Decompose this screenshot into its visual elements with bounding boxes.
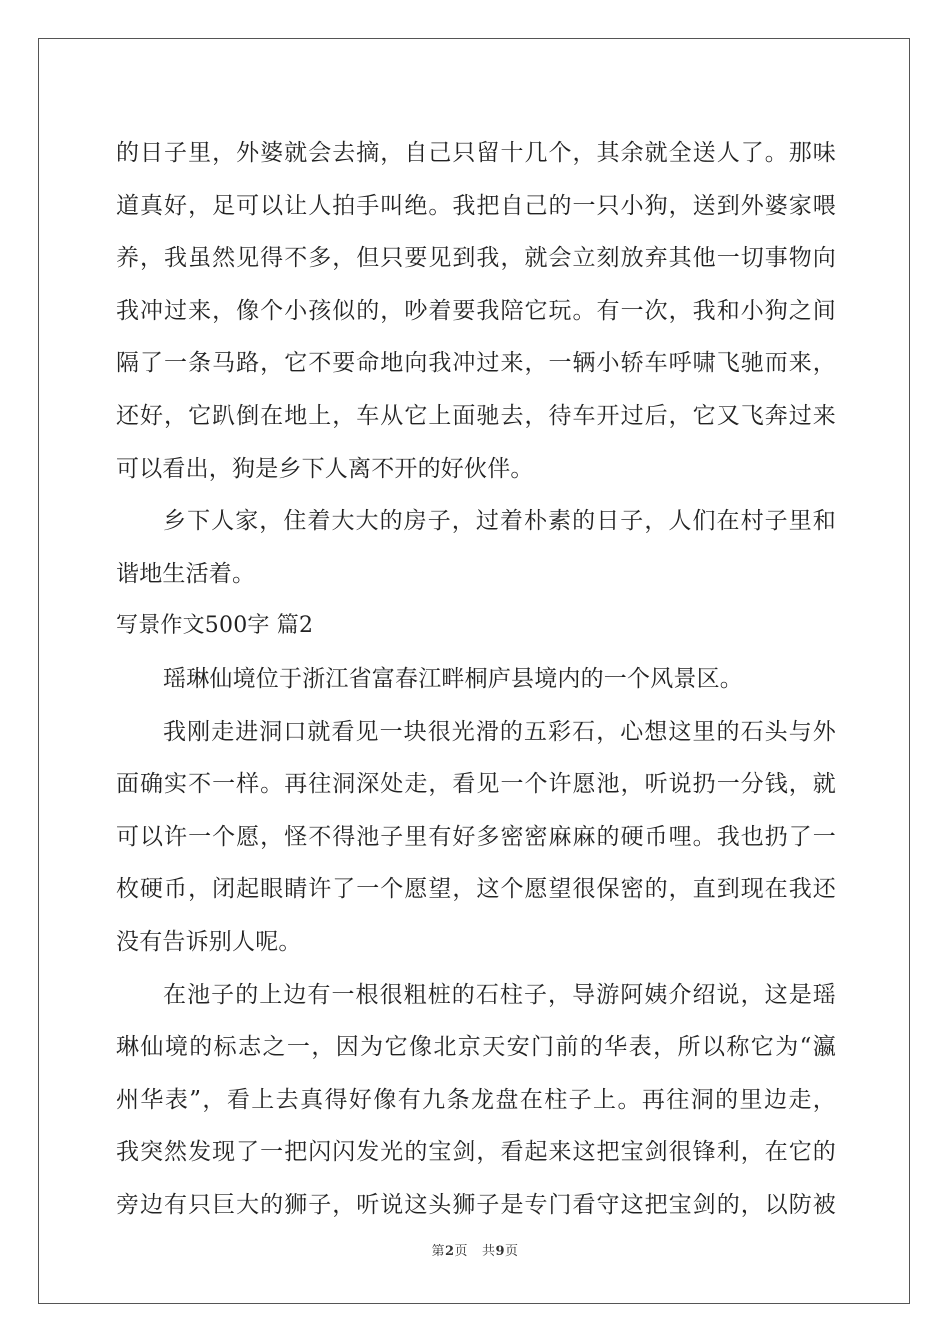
- paragraph-first-line: 在池子的上边有一根很粗桩的石柱子，导游阿姨介绍说，这是瑶: [163, 981, 836, 1008]
- text-line: 我突然发现了一把闪闪发光的宝剑，看起来这把宝剑很锋利，在它的: [116, 1139, 836, 1166]
- text-line: 可以看出，狗是乡下人离不开的好伙伴。: [116, 455, 534, 482]
- page-footer: [0, 1240, 950, 1259]
- text-line: 琳仙境的标志之一，因为它像北京天安门前的华表，所以称它为“瀛: [116, 1034, 836, 1061]
- paragraph-first-line: 乡下人家，住着大大的房子，过着朴素的日子，人们在村子里和: [163, 508, 836, 535]
- text-line: 可以许一个愿，怪不得池子里有好多密密麻麻的硬币哩。我也扔了一: [116, 823, 836, 850]
- text-line: 谐地生活着。: [116, 560, 256, 587]
- text-line: 道真好，足可以让人拍手叫绝。我把自己的一只小狗，送到外婆家喂: [116, 192, 836, 219]
- total-unit: 页: [505, 1244, 519, 1259]
- text-line: 面确实不一样。再往洞深处走，看见一个许愿池，听说扔一分钱，就: [116, 771, 836, 798]
- total-pages: 9: [495, 1244, 506, 1259]
- text-line: 的日子里，外婆就会去摘，自己只留十几个，其余就全送人了。那味: [116, 140, 836, 166]
- current-page-number: 2: [444, 1244, 455, 1259]
- text-line: 没有告诉别人呢。: [116, 928, 302, 955]
- text-line: 还好，它趴倒在地上，车从它上面驰去，待车开过后，它又飞奔过来: [116, 402, 836, 429]
- page-prefix: 第: [431, 1244, 445, 1259]
- document-body: [116, 127, 836, 1231]
- text-line: 旁边有只巨大的狮子，听说这头狮子是专门看守这把宝剑的，以防被: [116, 1191, 836, 1218]
- section-heading: 写景作文500字 篇2: [116, 613, 314, 639]
- text-line: 养，我虽然见得不多，但只要见到我，就会立刻放弃其他一切事物向: [116, 245, 836, 272]
- text-line: 我冲过来，像个小孩似的，吵着要我陪它玩。有一次，我和小狗之间: [116, 297, 836, 324]
- text-line: 州华表”，看上去真得好像有九条龙盘在柱子上。再往洞的里边走，: [116, 1086, 836, 1113]
- text-line: 隔了一条马路，它不要命地向我冲过来，一辆小轿车呼啸飞驰而来，: [116, 350, 836, 377]
- page-unit: 页: [454, 1244, 469, 1259]
- paragraph-first-line: 我刚走进洞口就看见一块很光滑的五彩石，心想这里的石头与外: [163, 718, 836, 745]
- paragraph-first-line: 瑶琳仙境位于浙江省富春江畔桐庐县境内的一个风景区。: [163, 665, 743, 692]
- total-prefix: 共: [481, 1244, 496, 1259]
- text-line: 枚硬币，闭起眼睛许了一个愿望，这个愿望很保密的，直到现在我还: [116, 876, 836, 903]
